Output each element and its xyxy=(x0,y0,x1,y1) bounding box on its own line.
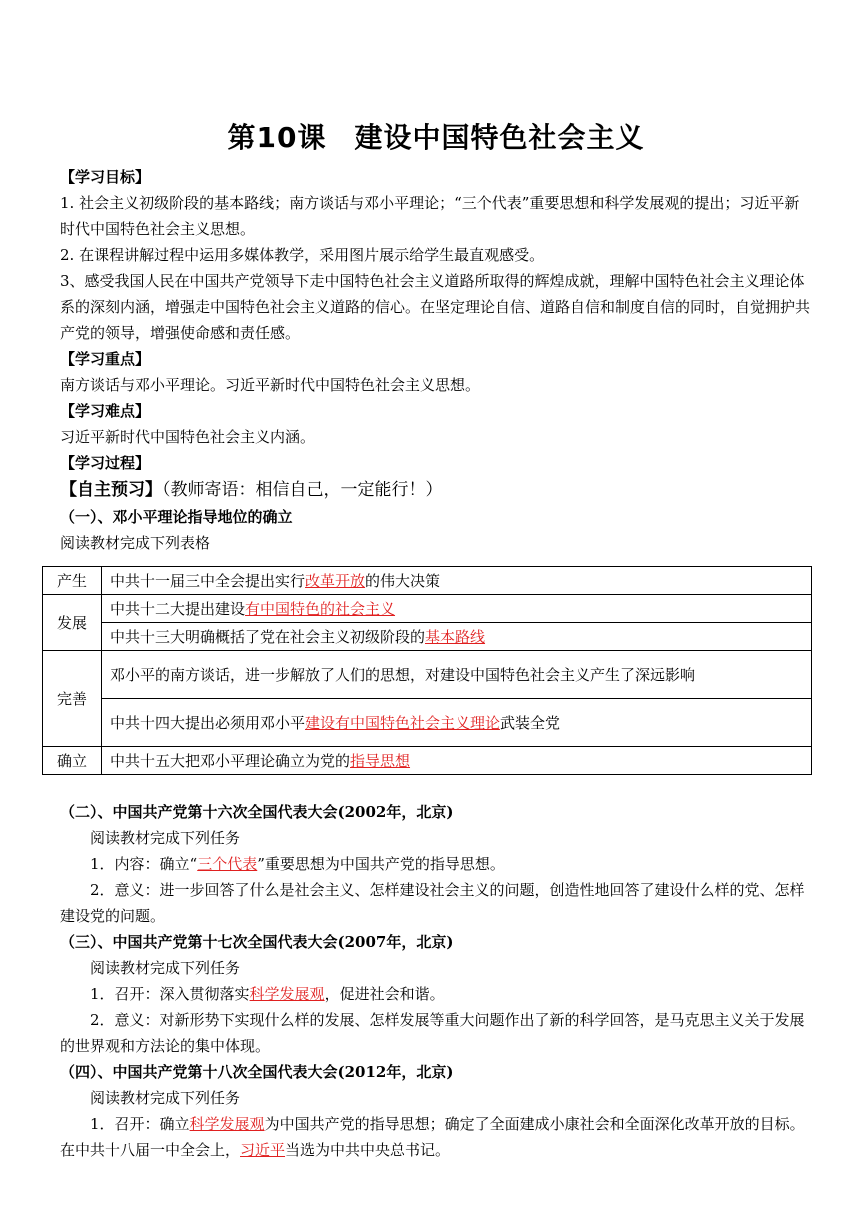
answer-text: 有中国特色的社会主义 xyxy=(245,600,396,618)
section-4-heading: （四）、中国共产党第十八次全国代表大会(2012年，北京) xyxy=(60,1063,454,1081)
text: 中共十二大提出建设 xyxy=(110,600,246,618)
lesson-name: 建设中国特色社会主义 xyxy=(354,121,645,154)
text: 的伟大决策 xyxy=(365,572,441,590)
section-2-item-1 xyxy=(60,851,812,877)
text: 为中国共产党的指导思想；确定了全面建成小康社会和全面深化改革开放的目标。在中共十八届一中全会上， xyxy=(60,1115,805,1159)
content-cell: 邓小平的南方谈话，进一步解放了人们的思想，对建设中国特色社会主义产生了深远影响 xyxy=(102,651,812,699)
answer-text: 习近平 xyxy=(240,1141,286,1159)
document-page xyxy=(56,112,812,1163)
text: 中共十三大明确概括了党在社会主义初级阶段的 xyxy=(110,628,426,646)
answer-text: 建设有中国特色社会主义理论 xyxy=(305,714,501,732)
preview-heading: 【自主预习】 xyxy=(60,480,162,500)
stage-cell: 发展 xyxy=(43,595,102,651)
difficulty-heading: 【学习难点】 xyxy=(60,402,151,420)
answer-text: 改革开放 xyxy=(305,572,366,590)
stage-cell: 产生 xyxy=(43,567,102,595)
section-4-instruction: 阅读教材完成下列任务 xyxy=(90,1089,241,1107)
text: 中共十一届三中全会提出实行 xyxy=(110,572,306,590)
section-1-heading: （一）、邓小平理论指导地位的确立 xyxy=(60,508,293,526)
text: ，促进社会和谐。 xyxy=(324,985,445,1003)
key-heading: 【学习重点】 xyxy=(60,350,151,368)
content-cell xyxy=(102,699,812,747)
preview-line xyxy=(60,476,812,504)
text: 1．召开：确立 xyxy=(90,1115,190,1133)
process-heading: 【学习过程】 xyxy=(60,454,151,472)
section-3-heading: （三）、中国共产党第十七次全国代表大会(2007年，北京) xyxy=(60,933,454,951)
teacher-note: （教师寄语：相信自己，一定能行！） xyxy=(162,480,443,500)
table-row xyxy=(43,699,812,747)
text: 中共十五大把邓小平理论确立为党的 xyxy=(110,752,351,770)
key-text: 南方谈话与邓小平理论。习近平新时代中国特色社会主义思想。 xyxy=(60,376,481,394)
table-row xyxy=(43,651,812,699)
text: 武装全党 xyxy=(500,714,561,732)
section-3-item-1 xyxy=(60,981,812,1007)
page-title xyxy=(60,112,812,164)
stage-cell: 完善 xyxy=(43,651,102,747)
difficulty-text: 习近平新时代中国特色社会主义内涵。 xyxy=(60,428,316,446)
goal-item-3: 3、感受我国人民在中国共产党领导下走中国特色社会主义道路所取得的辉煌成就，理解中国特色社会主义理论体系的深刻内涵，增强走中国特色社会主义道路的信心。在坚定理论自信、道路自信和制度自信的同时，自觉拥护共产党的领导，增强使命感和责任感。 xyxy=(60,272,811,342)
goals-heading: 【学习目标】 xyxy=(60,168,151,186)
answer-text: 指导思想 xyxy=(350,752,411,770)
answer-text: 三个代表 xyxy=(197,855,258,873)
table-row xyxy=(43,595,812,623)
content-cell xyxy=(102,747,812,775)
text: 1．内容：确立“ xyxy=(90,855,198,873)
stage-cell: 确立 xyxy=(43,747,102,775)
section-3-instruction: 阅读教材完成下列任务 xyxy=(90,959,241,977)
content-cell xyxy=(102,595,812,623)
theory-table xyxy=(42,566,812,775)
goal-item-2: 2. 在课程讲解过程中运用多媒体教学，采用图片展示给学生最直观感受。 xyxy=(60,246,545,264)
text: 中共十四大提出必须用邓小平 xyxy=(110,714,306,732)
text: 1．召开：深入贯彻落实 xyxy=(90,985,250,1003)
table-row xyxy=(43,747,812,775)
content-cell xyxy=(102,567,812,595)
section-2-heading: （二）、中国共产党第十六次全国代表大会(2002年，北京) xyxy=(60,803,454,821)
section-2-item-2: 2．意义：进一步回答了什么是社会主义、怎样建设社会主义的问题，创造性地回答了建设什么样的党、怎样建设党的问题。 xyxy=(60,881,805,925)
section-1-instruction: 阅读教材完成下列表格 xyxy=(60,534,211,552)
section-2-instruction: 阅读教材完成下列任务 xyxy=(90,829,241,847)
text: 当选为中共中央总书记。 xyxy=(285,1141,451,1159)
table-row xyxy=(43,623,812,651)
lesson-number: 第10课 xyxy=(227,121,327,154)
section-4-item-1 xyxy=(60,1111,812,1163)
goal-item-1: 1. 社会主义初级阶段的基本路线；南方谈话与邓小平理论；“三个代表”重要思想和科学发展观的提出；习近平新时代中国特色社会主义思想。 xyxy=(60,194,800,238)
content-cell xyxy=(102,623,812,651)
text: ”重要思想为中国共产党的指导思想。 xyxy=(257,855,505,873)
answer-text: 基本路线 xyxy=(425,628,486,646)
answer-text: 科学发展观 xyxy=(189,1115,265,1133)
table-row xyxy=(43,567,812,595)
answer-text: 科学发展观 xyxy=(249,985,325,1003)
section-3-item-2: 2．意义：对新形势下实现什么样的发展、怎样发展等重大问题作出了新的科学回答，是马克思主义关于发展的世界观和方法论的集中体现。 xyxy=(60,1011,805,1055)
